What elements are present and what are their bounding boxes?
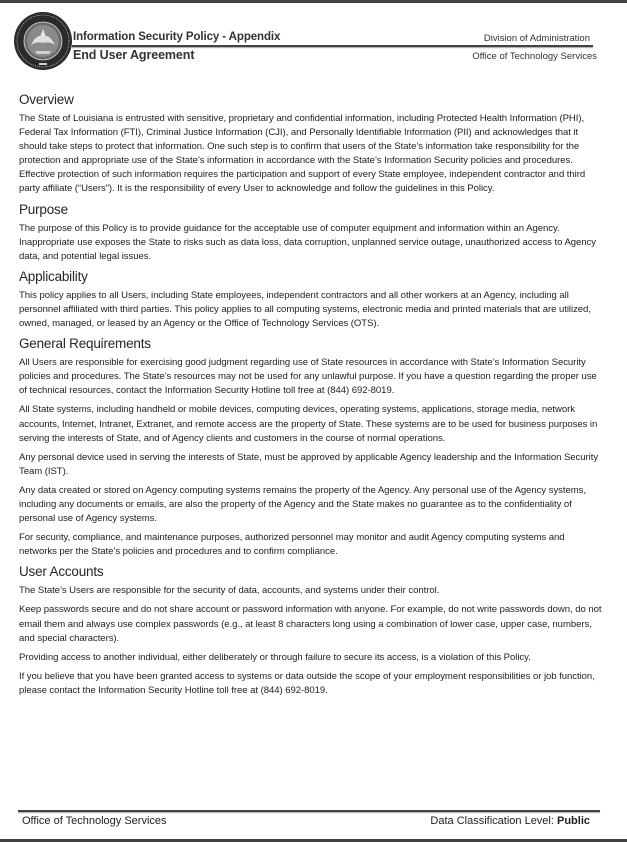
section-heading: General Requirements xyxy=(19,336,151,352)
section-general-requirements xyxy=(19,336,603,559)
page-top-border xyxy=(0,0,627,3)
paragraph: The State of Louisiana is entrusted with sensitive, proprietary and confidential information, including Protected Health Information (PHI), Federal Tax Information (FTI), Criminal Justice Information (CJI), and Personally Identifiable Information (PII) and acknowledges that it should take steps to protect that information. One such step is to confirm that users of the State’s information take responsibility for the protection and appropriate use of the State’s information in accordance with the State’s Information Security policies and procedures. Effective protection of such information requires the participation and support of every State employee, independent contractor and third party affiliate (“Users”). It is the responsibility of every User to acknowledge and follow the guidelines in this Policy. xyxy=(19,113,586,195)
document-title: Information Security Policy - Appendix xyxy=(73,31,281,43)
section-user-accounts xyxy=(19,564,603,698)
paragraph: If you believe that you have been granted access to systems or data outside the scope of your employment responsibilities or job function, please contact the Information Security Hotline toll free at (844) 692-8019. xyxy=(19,670,595,696)
section-heading: User Accounts xyxy=(19,564,104,580)
classification-label: Data Classification Level: xyxy=(430,815,557,827)
document-body xyxy=(19,92,603,703)
document-subtitle: End User Agreement xyxy=(73,48,195,62)
section-heading: Overview xyxy=(19,92,74,107)
paragraph: Any data created or stored on Agency computing systems remains the property of the Agency. Any personal use of the Agency systems, including any documents or emails, are also the property of the Agency and the State makes no guarantee as to the confidentiality of personal use of Agency systems. xyxy=(19,484,586,525)
paragraph: The State’s Users are responsible for the security of data, accounts, and systems under their control. xyxy=(19,585,440,597)
section-applicability xyxy=(19,269,603,331)
paragraph: Keep passwords secure and do not share account or password information with anyone. For example, do not write passwords down, do not email them and always use complex passwords (e.g., at least 8 characters long using a combination of lower case, upper case, numbers, and special characters). xyxy=(19,604,602,644)
data-classification xyxy=(430,815,590,827)
section-purpose xyxy=(19,202,603,264)
paragraph: Providing access to another individual, either deliberately or through failure to secure its access, is a violation of this Policy. xyxy=(19,651,531,663)
section-heading: Purpose xyxy=(19,201,68,217)
paragraph: All Users are responsible for exercising good judgment regarding use of State resources in accordance with State’s Information Security policies and procedures. The State’s resources may not be used for any unlawful purpose. If you have a question regarding the proper use of technical resources, contact the Information Security Hotline toll free at (844) 692-8019. xyxy=(19,357,597,397)
office-name: Office of Technology Services xyxy=(472,51,597,62)
paragraph: Any personal device used in serving the interests of State, must be approved by applicable Agency leadership and the Information Security Team (IST). xyxy=(19,451,599,477)
section-heading: Applicability xyxy=(19,268,88,284)
paragraph: The purpose of this Policy is to provide guidance for the acceptable use of computer equipment and information within an Agency. Inappropriate use exposes the State to risks such as data loss, data corruption, unplanned service outage, unauthorized access to Agency data, and potential legal issues. xyxy=(19,222,596,262)
header-rule xyxy=(72,45,593,47)
classification-value: Public xyxy=(556,815,590,827)
paragraph: This policy applies to all Users, including State employees, independent contractors and all other workers at an Agency, including all personnel affiliated with third parties. This policy applies to all computing systems, electronic media and printed materials that are utilized, owned, managed, or leased by an Agency or the Office of Technology Services (OTS). xyxy=(19,289,591,330)
section-overview xyxy=(19,92,603,197)
footer-rule xyxy=(18,810,600,812)
paragraph: All State systems, including handheld or mobile devices, computing devices, operating systems, applications, storage media, network accounts, Internet, Intranet, Extranet, and remote access are the property of State. These systems are to be used for business purposes in serving the interests of State, and of Agency clients and customers in the course of normal operations. xyxy=(19,404,598,444)
division-name: Division of Administration xyxy=(483,33,590,44)
paragraph: For security, compliance, and maintenance purposes, authorized personnel may monitor and audit Agency computing systems and networks per the State’s policies and procedures and to confirm compliance. xyxy=(19,532,565,558)
state-seal-icon xyxy=(13,11,73,71)
footer-office: Office of Technology Services xyxy=(22,815,167,827)
